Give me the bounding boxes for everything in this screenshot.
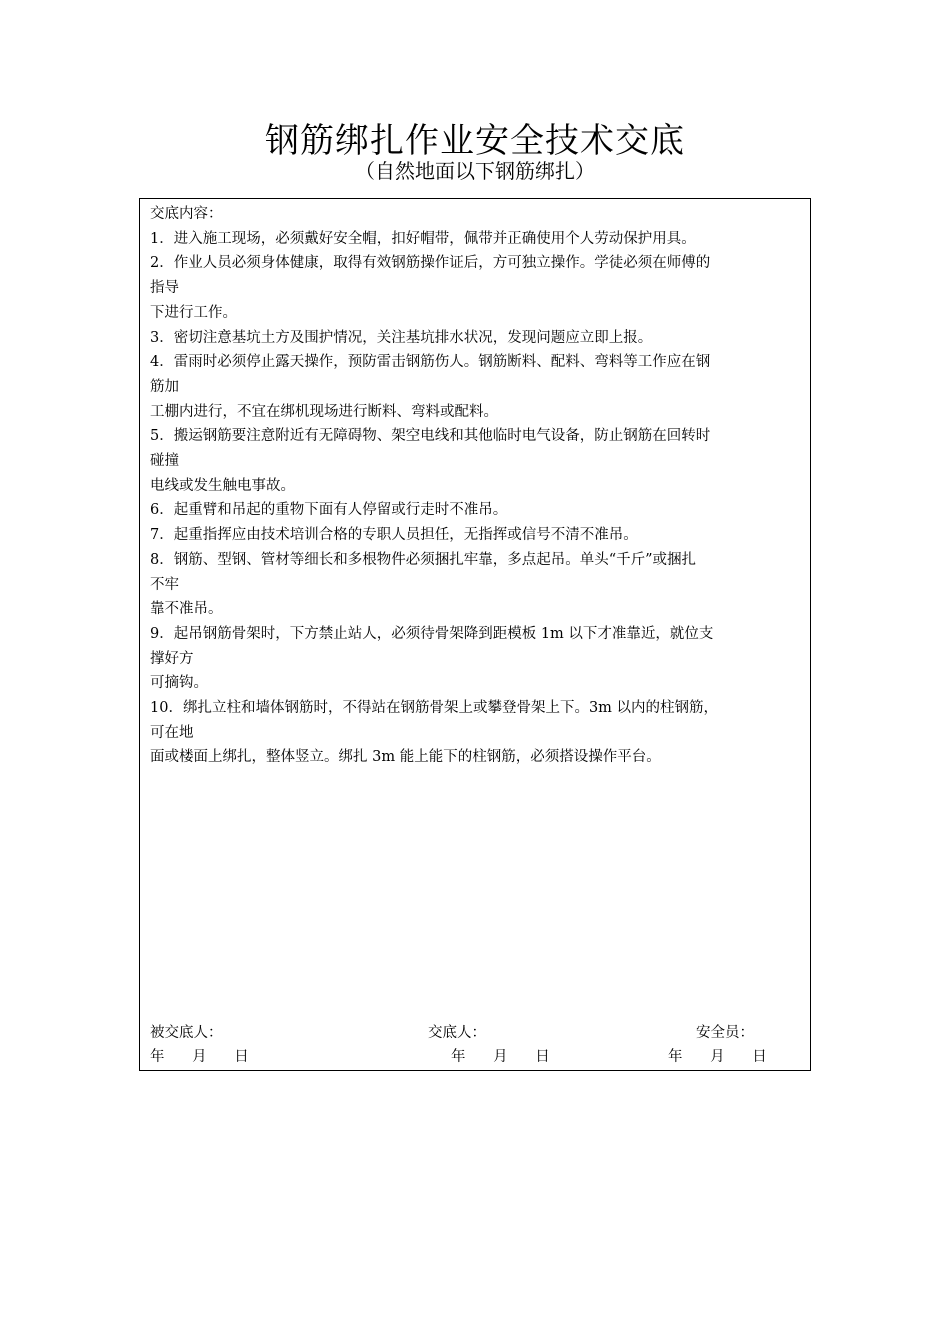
document-subtitle: （自然地面以下钢筋绑扎）: [355, 159, 595, 183]
safety-officer-date: 年 月 日: [668, 1049, 767, 1065]
content-line: 1．进入施工现场，必须戴好安全帽，扣好帽带，佩带并正确使用个人劳动保护用具。: [150, 230, 696, 247]
content-line: 可摘钩。: [150, 675, 208, 692]
content-line: 9．起吊钢筋骨架时，下方禁止站人，必须待骨架降到距模板 1m 以下才准靠近，就位支: [150, 625, 714, 642]
content-line: 筋加: [150, 378, 179, 395]
presenter-label: 交底人：: [428, 1025, 486, 1041]
content-line: 2．作业人员必须身体健康，取得有效钢筋操作证后，方可独立操作。学徒必须在师傅的: [150, 255, 711, 272]
recipient-date: 年 月 日: [150, 1049, 249, 1065]
content-line: 下进行工作。: [150, 304, 237, 321]
content-line: 不牢: [150, 576, 179, 593]
disclosure-content: [150, 202, 800, 770]
content-line: 7．起重指挥应由技术培训合格的专职人员担任，无指挥或信号不清不准吊。: [150, 527, 638, 544]
disclosure-table: [139, 198, 811, 1071]
content-line: 10．绑扎立柱和墙体钢筋时，不得站在钢筋骨架上或攀登骨架上下。3m 以内的柱钢筋，: [150, 700, 719, 717]
content-line: 4．雷雨时必须停止露天操作，预防雷击钢筋伤人。钢筋断料、配料、弯料等工作应在钢: [150, 354, 711, 371]
safety-officer-label: 安全员：: [696, 1025, 754, 1041]
content-line: 撑好方: [150, 650, 194, 667]
document-title: 钢筋绑扎作业安全技术交底: [265, 121, 685, 161]
presenter-date: 年 月 日: [451, 1049, 550, 1065]
content-line: 碰撞: [150, 453, 179, 470]
recipient-label: 被交底人：: [150, 1025, 223, 1041]
content-line: 可在地: [150, 724, 194, 741]
content-line: 工棚内进行，不宜在绑机现场进行断料、弯料或配料。: [150, 403, 498, 420]
content-line: 靠不准吊。: [150, 601, 223, 618]
content-line: 6．起重臂和吊起的重物下面有人停留或行走时不准吊。: [150, 502, 508, 519]
content-heading: 交底内容：: [150, 206, 223, 222]
content-line: 指导: [150, 280, 179, 297]
content-line: 电线或发生触电事故。: [150, 477, 295, 494]
content-line: 3．密切注意基坑土方及围护情况，关注基坑排水状况，发现问题应立即上报。: [150, 329, 653, 346]
content-line: 5．搬运钢筋要注意附近有无障碍物、架空电线和其他临时电气设备，防止钢筋在回转时: [150, 428, 711, 445]
content-line: 面或楼面上绑扎，整体竖立。绑扎 3m 能上能下的柱钢筋，必须搭设操作平台。: [150, 749, 661, 766]
content-line: 8．钢筋、型钢、管材等细长和多根物件必须捆扎牢靠，多点起吊。单头“千斤”或捆扎: [150, 551, 697, 568]
